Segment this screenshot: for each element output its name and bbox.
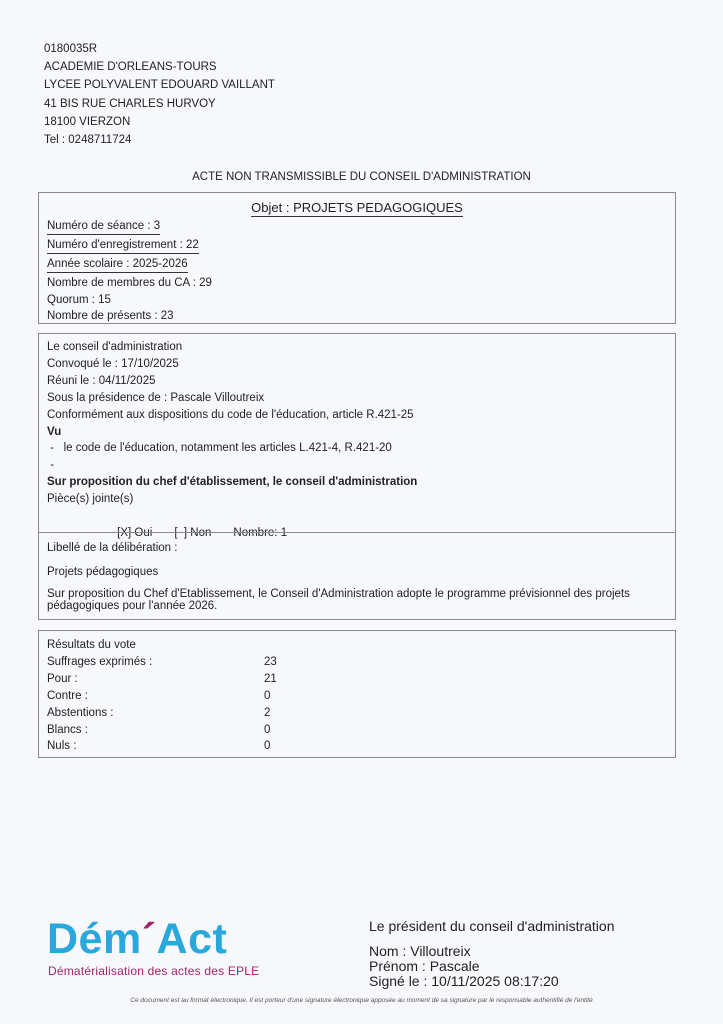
school-header: [44, 40, 275, 149]
signature-block: [369, 918, 615, 989]
vote-value: 0: [264, 689, 271, 702]
vu-item-empty: -: [47, 459, 55, 472]
vote-value: 23: [264, 655, 277, 668]
convoque-date: Convoqué le : 17/10/2025: [47, 357, 179, 370]
proposition: Sur proposition du chef d'établissement, le conseil d'administration: [47, 476, 418, 489]
pj-non-checkbox: [ ] Non: [174, 526, 212, 539]
logo-subtitle: Dématérialisation des actes des EPLE: [48, 964, 260, 978]
acte-title: ACTE NON TRANSMISSIBLE DU CONSEIL D'ADMINISTRATION: [192, 171, 531, 183]
conformement: Conformément aux dispositions du code de l'éducation, article R.421-25: [47, 408, 414, 421]
vote-value: 0: [264, 740, 271, 753]
signature-nom: Nom : Villoutreix: [369, 943, 471, 959]
reuni-date: Réuni le : 04/11/2025: [47, 374, 156, 387]
vote-row: Pour : 21: [47, 671, 277, 688]
vote-title: Résultats du vote: [47, 639, 136, 651]
demact-logo: [47, 916, 259, 978]
uai-code: 0180035R: [44, 43, 98, 55]
vu-item: - le code de l'éducation, notamment les articles L.421-4, R.421-20: [47, 442, 392, 455]
vote-row: Suffrages exprimés : 23: [47, 654, 277, 671]
vote-value: 2: [264, 706, 271, 719]
objet-heading: [39, 200, 675, 215]
school-name: LYCEE POLYVALENT EDOUARD VAILLANT: [44, 79, 275, 92]
objet-text: Objet : PROJETS PEDAGOGIQUES: [251, 200, 463, 215]
vote-value: 0: [264, 723, 271, 736]
quorum: Quorum : 15: [47, 293, 111, 306]
vote-row: Blancs : 0: [47, 722, 277, 739]
vu-heading: Vu: [47, 425, 62, 438]
conseil-title: Le conseil d'administration: [47, 341, 183, 353]
deliberation-label: Libellé de la délibération :: [47, 542, 178, 554]
conseil-box: [38, 333, 676, 620]
deliberation-title: Projets pédagogiques: [47, 565, 159, 578]
school-address: 41 BIS RUE CHARLES HURVOY: [44, 97, 216, 110]
presidence: Sous la présidence de : Pascale Villoutreix: [47, 391, 265, 404]
academie-name: ACADEMIE D'ORLEANS-TOURS: [44, 61, 217, 74]
vote-value: 21: [264, 672, 277, 685]
vote-results-box: [38, 630, 676, 758]
vote-row: Abstentions : 2: [47, 705, 277, 722]
deliberation-text: Sur proposition du Chef d'Etablissement, le Conseil d'Administration adopte le programme prévisionnel des projets pédagogiques pour l'année 2026.: [47, 587, 630, 613]
membres-ca: Nombre de membres du CA : 29: [47, 276, 212, 289]
pieces-jointes-label: Pièce(s) jointe(s): [47, 493, 134, 506]
nombre-presents: Nombre de présents : 23: [47, 310, 174, 323]
logo-wordmark: Dém´Act: [47, 915, 228, 963]
numero-enregistrement: Numéro d'enregistrement : 22: [47, 238, 199, 254]
signature-prenom: Prénom : Pascale: [369, 958, 480, 974]
section-divider: [39, 532, 675, 533]
numero-seance: Numéro de séance : 3: [47, 219, 160, 235]
logo-accent-icon: ´: [141, 915, 157, 963]
vote-row: Nuls : 0: [47, 738, 277, 755]
school-phone: Tel : 0248711724: [44, 134, 132, 147]
annee-scolaire: Année scolaire : 2025-2026: [47, 257, 188, 273]
footnote: Ce document est au format électronique. Il est porteur d'une signature électronique apposée au moment de sa signature par le responsable authentifié de l'entité: [130, 997, 593, 1004]
signature-title: Le président du conseil d'administration: [369, 918, 615, 934]
pj-nombre: Nombre: 1: [233, 526, 288, 539]
seance-info-box: [38, 192, 676, 324]
signature-date: Signé le : 10/11/2025 08:17:20: [369, 973, 559, 989]
pj-oui-checkbox: [X] Oui: [117, 526, 153, 539]
school-city: 18100 VIERZON: [44, 115, 131, 128]
vote-row: Contre : 0: [47, 688, 277, 705]
